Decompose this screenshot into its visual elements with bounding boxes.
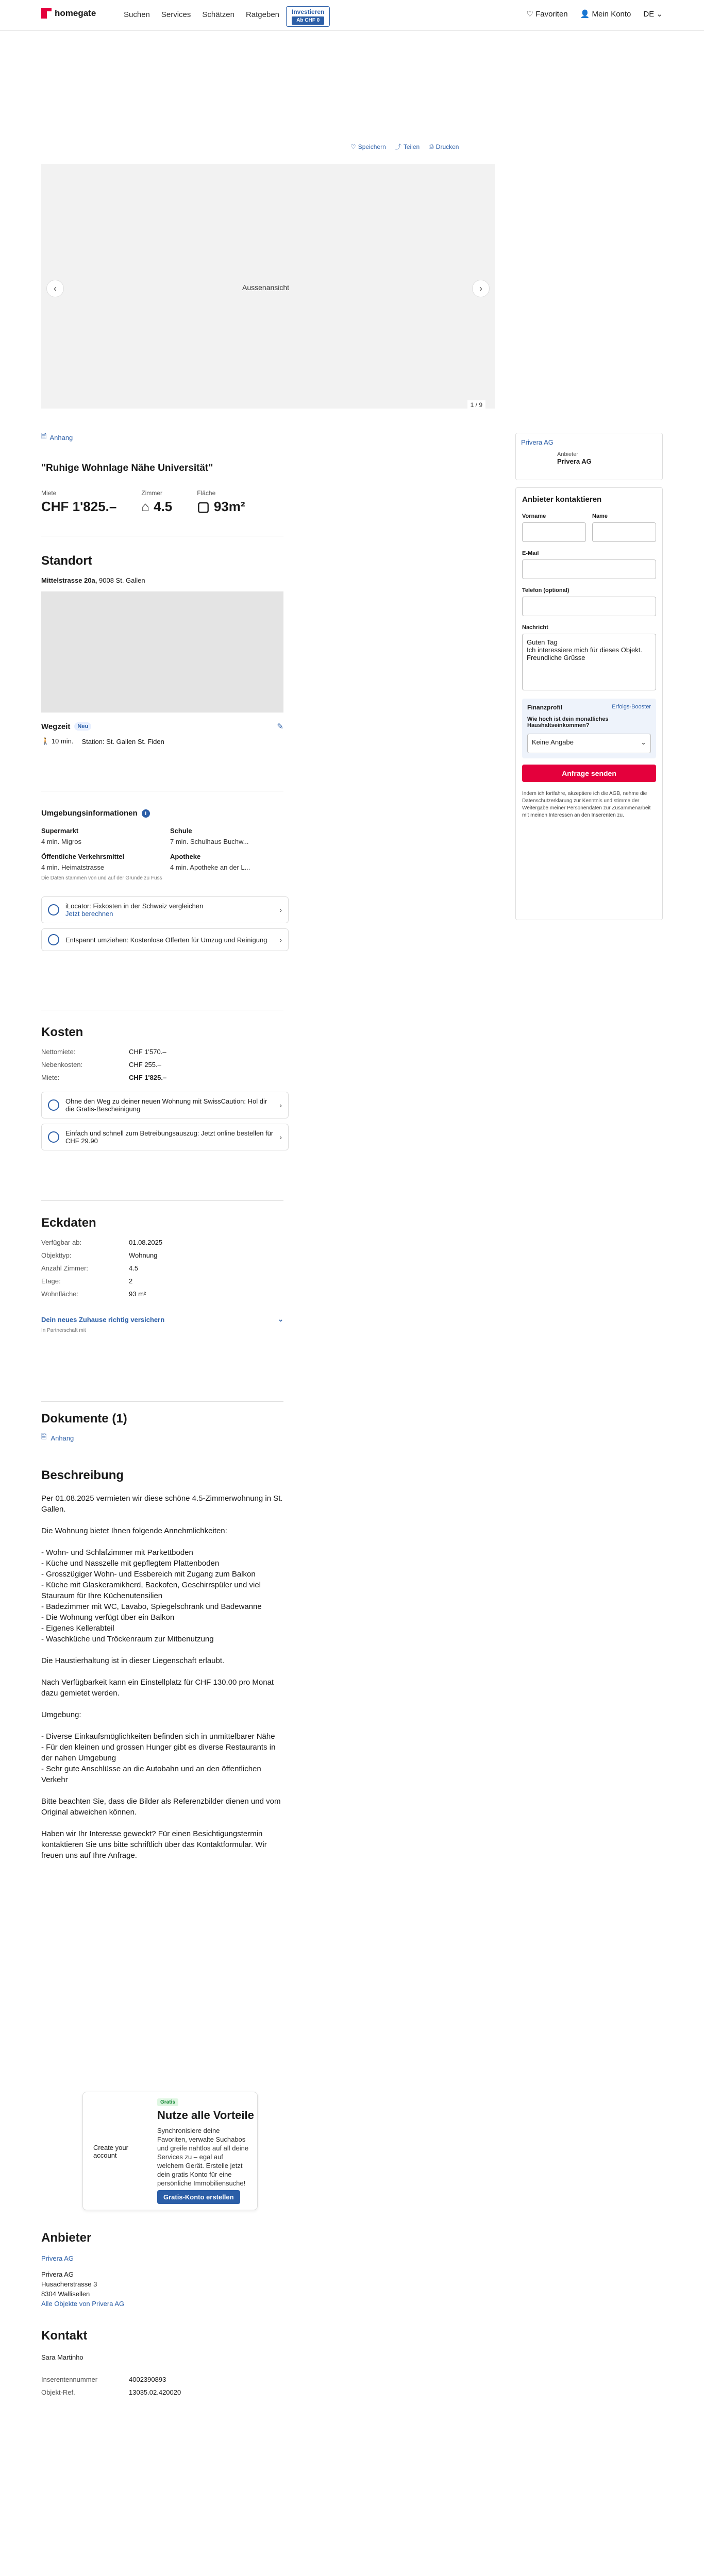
attachment-link[interactable]: 🗎 Anhang bbox=[41, 432, 73, 443]
description-paragraph: Die Haustierhaltung ist in dieser Liegenschaft erlaubt. bbox=[41, 1656, 225, 1665]
edit-icon[interactable]: ✎ bbox=[277, 722, 283, 731]
promo-icon bbox=[48, 1131, 59, 1143]
contact-value: 13035.02.420020 bbox=[129, 2388, 181, 2396]
promo-icon bbox=[48, 1099, 59, 1111]
agent-box: Privera AG Anbieter Privera AG bbox=[515, 433, 663, 480]
finance-profile: Finanzprofil Erfolgs-Booster Wie hoch ist dein monatliches Haushaltseinkommen? Keine Angabe ⌄ bbox=[522, 699, 656, 758]
agent-name: Privera AG bbox=[557, 457, 592, 465]
agent-logo[interactable]: Privera AG bbox=[521, 438, 554, 446]
nav-search[interactable]: Suchen bbox=[124, 10, 150, 19]
print-button[interactable]: ⎙ Drucken bbox=[429, 143, 459, 150]
site-header bbox=[0, 0, 704, 31]
env-value: 4 min. Heimatstrasse bbox=[41, 863, 105, 871]
location-map[interactable] bbox=[41, 591, 283, 713]
nav-advice[interactable]: Ratgeben bbox=[245, 10, 280, 19]
description-paragraph: Per 01.08.2025 vermieten wir diese schöne 4.5-Zimmerwohnung in St. Gallen. bbox=[41, 1494, 283, 1514]
environment-section bbox=[41, 809, 289, 951]
invest-badge: Ab CHF 0 bbox=[292, 16, 324, 25]
chevron-right-icon: › bbox=[279, 1101, 282, 1109]
provider-logo[interactable]: Privera AG bbox=[41, 2255, 74, 2262]
create-account-button[interactable]: Gratis-Konto erstellen bbox=[157, 2190, 240, 2204]
env-value: 4 min. Migros bbox=[41, 838, 82, 845]
contact-heading: Kontakt bbox=[41, 2329, 88, 2343]
info-icon[interactable]: i bbox=[142, 809, 150, 818]
chevron-right-icon: › bbox=[279, 936, 282, 944]
gallery-next-button[interactable]: › bbox=[472, 280, 490, 297]
provider-street: Husacherstrasse 3 bbox=[41, 2280, 97, 2288]
description-paragraph: Umgebung: bbox=[41, 1710, 81, 1719]
rent-value: CHF 1'825.– bbox=[41, 499, 117, 514]
detail-key: Etage: bbox=[41, 1277, 61, 1285]
env-value: 4 min. Apotheke an der L... bbox=[170, 863, 250, 871]
homegate-logo[interactable]: homegate bbox=[41, 8, 96, 19]
rooms-label: Zimmer bbox=[141, 489, 163, 497]
description-paragraph: - Diverse Einkaufsmöglichkeiten befinden sich in unmittelbarer Nähe - Für den kleinen und grossen Hunger gibt es diverse Restaurants in der nahen Umgebung - Sehr gute Anschlüsse an die Autobahn und an den öffentlichen Verkehr bbox=[41, 1732, 276, 1784]
rooms-value: 4.5 bbox=[154, 499, 173, 514]
env-title: Öffentliche Verkehrsmittel bbox=[41, 853, 125, 860]
street: Mittelstrasse 20a, bbox=[41, 577, 97, 584]
area-icon: ▢ bbox=[197, 499, 210, 514]
phone-field[interactable] bbox=[522, 597, 656, 616]
key-facts bbox=[41, 489, 245, 515]
divider bbox=[41, 1200, 283, 1201]
contact-key: Inserentennummer bbox=[41, 2376, 98, 2383]
description-heading: Beschreibung bbox=[41, 1468, 124, 1482]
last-name-field[interactable] bbox=[592, 522, 656, 542]
env-value: 7 min. Schulhaus Buchw... bbox=[170, 838, 249, 845]
walk-time: 🚶 10 min. bbox=[41, 737, 74, 745]
cost-key: Nebenkosten: bbox=[41, 1061, 83, 1069]
contact-section bbox=[41, 2329, 289, 2396]
legal-note: Indem ich fortfahre, akzeptiere ich die AGB, nehme die Datenschutzerklärung zur Kenntnis und stimme der Weitergabe meiner Personendaten zur Zusammenarbeit mit meinen Interessen an den Inserenten zu. bbox=[522, 791, 651, 818]
income-select[interactable]: Keine Angabe ⌄ bbox=[527, 734, 651, 753]
description-paragraph: - Wohn- und Schlafzimmer mit Parkettboden - Küche und Nasszelle mit gepflegtem Plattenboden - Grosszügiger Wohn- und Essbereich mit Zugang zum Balkon - Küche mit Glaskeramikherd, Backofen, Geschirrspüler und viel Stauraum für Ihre Küchenutensilien - Badezimmer mit WC, Lavabo, Spiegelschrank und Badewanne - Die Wohnung verfügt über ein Balkon - Eigenes Kellerabteil - Waschküche und Tröckenraum zur Mitbenutzung bbox=[41, 1548, 262, 1643]
detail-key: Anzahl Zimmer: bbox=[41, 1264, 89, 1272]
moving-promo[interactable]: Entspannt umziehen: Kostenlose Offerten für Umzug und Reinigung › bbox=[41, 928, 289, 951]
save-button[interactable]: ♡ Speichern bbox=[350, 143, 386, 150]
send-request-button[interactable]: Anfrage senden bbox=[522, 765, 656, 782]
ilocator-promo[interactable]: iLocator: Fixkosten in der Schweiz vergleichen Jetzt berechnen › bbox=[41, 896, 289, 923]
detail-value: Wohnung bbox=[129, 1251, 158, 1259]
cost-key: Nettomiete: bbox=[41, 1048, 76, 1056]
document-link[interactable]: 🗎 Anhang bbox=[41, 1432, 289, 1444]
email-field[interactable] bbox=[522, 560, 656, 579]
details-section bbox=[41, 1216, 289, 1333]
description-paragraph: Nach Verfügbarkeit kann ein Einstellplatz für CHF 130.00 pro Monat dazu gemietet werden. bbox=[41, 1678, 274, 1698]
detail-value: 4.5 bbox=[129, 1264, 139, 1272]
heart-icon: ♡ bbox=[350, 143, 356, 150]
env-title: Supermarkt bbox=[41, 827, 79, 835]
account-illustration: Create your account bbox=[93, 2144, 128, 2159]
chevron-down-icon: ⌄ bbox=[278, 1315, 283, 1323]
detail-key: Objekttyp: bbox=[41, 1251, 72, 1259]
cost-value: CHF 1'825.– bbox=[129, 1074, 167, 1081]
area-label: Fläche bbox=[197, 489, 216, 497]
commute-label: Wegzeit bbox=[41, 722, 71, 731]
cost-key: Miete: bbox=[41, 1074, 60, 1081]
first-name-field[interactable] bbox=[522, 522, 586, 542]
nav-services[interactable]: Services bbox=[161, 10, 191, 19]
description-section bbox=[41, 1468, 289, 1872]
divider bbox=[41, 1401, 283, 1402]
detail-value: 01.08.2025 bbox=[129, 1239, 163, 1246]
env-title: Schule bbox=[170, 827, 192, 835]
contact-form: Anbieter kontaktieren Vorname Name E-Mail Telefon (optional) Nachricht Guten Tag Ich interessiere mich für dieses Objekt. Freundliche Grüsse Finanzprofil Erfolgs-Booster Wie hoch ist dein monatliches Haushaltseinkommen? Keine Angabe ⌄ Anfrage senden Indem ich fortfahre, akzeptiere ich die AGB, nehme die Datenschutzerklärung zur Kenntnis und stimme der Weitergabe meiner Personendaten zur Zusammenarbeit mit meinen Interessen an den Inserenten zu. bbox=[515, 487, 663, 920]
new-badge: Neu bbox=[74, 722, 91, 731]
city: 9008 St. Gallen bbox=[97, 577, 145, 584]
message-field[interactable]: Guten Tag Ich interessiere mich für dieses Objekt. Freundliche Grüsse bbox=[522, 634, 656, 690]
chevron-down-icon: ⌄ bbox=[641, 738, 646, 746]
contact-key: Objekt-Ref. bbox=[41, 2388, 75, 2396]
cost-value: CHF 1'570.– bbox=[129, 1048, 166, 1056]
print-icon: ⎙ bbox=[429, 143, 434, 150]
gallery-prev-button[interactable]: ‹ bbox=[46, 280, 64, 297]
partner-note: In Partnerschaft mit bbox=[41, 1328, 86, 1333]
signup-title: Nutze alle Vorteile bbox=[157, 2109, 254, 2122]
provider-all-link[interactable]: Alle Objekte von Privera AG bbox=[41, 2300, 125, 2308]
sidebar bbox=[515, 433, 663, 920]
listing-title: "Ruhige Wohnlage Nähe Universität" bbox=[41, 463, 213, 473]
insurance-expander[interactable]: Dein neues Zuhause richtig versichern ⌄ bbox=[41, 1315, 283, 1324]
rent-label: Miete bbox=[41, 489, 57, 497]
detail-value: 2 bbox=[129, 1277, 133, 1285]
image-gallery[interactable] bbox=[41, 164, 495, 409]
station: Station: St. Gallen St. Fiden bbox=[81, 737, 164, 745]
description-paragraph: Bitte beachten Sie, dass die Bilder als Referenzbilder dienen und vom Original abweichen können. bbox=[41, 1797, 281, 1817]
main-nav bbox=[124, 10, 279, 19]
account-link[interactable]: 👤 Mein Konto bbox=[580, 10, 631, 19]
contact-value: 4002390893 bbox=[129, 2376, 166, 2383]
documents-heading: Dokumente (1) bbox=[41, 1412, 127, 1426]
invest-button[interactable]: Investieren Ab CHF 0 bbox=[286, 6, 330, 27]
listing-actions bbox=[350, 142, 459, 151]
form-title: Anbieter kontaktieren bbox=[522, 495, 602, 504]
description-paragraph: Die Wohnung bietet Ihnen folgende Annehmlichkeiten: bbox=[41, 1527, 227, 1535]
share-icon: ⤴ bbox=[395, 143, 401, 150]
free-badge: Gratis bbox=[157, 2098, 178, 2106]
details-heading: Eckdaten bbox=[41, 1216, 96, 1230]
location-heading: Standort bbox=[41, 554, 92, 568]
swisscaution-promo[interactable]: Ohne den Weg zu deiner neuen Wohnung mit SwissCaution: Hol dir die Gratis-Bescheinigung › bbox=[41, 1092, 289, 1118]
language-select[interactable]: DE ⌄ bbox=[643, 10, 663, 19]
description-paragraph: Haben wir Ihr Interesse geweckt? Für einen Besichtigungstermin kontaktieren Sie uns bitte schriftlich über das Kontaktformular. Wir freuen uns auf Ihre Anfrage. bbox=[41, 1829, 267, 1860]
chevron-right-icon: › bbox=[279, 906, 282, 914]
promo-link[interactable]: Jetzt berechnen bbox=[65, 910, 113, 918]
document-icon: 🗎 bbox=[41, 1433, 47, 1440]
detail-value: 93 m² bbox=[129, 1290, 146, 1298]
detail-key: Verfügbar ab: bbox=[41, 1239, 82, 1246]
provider-heading: Anbieter bbox=[41, 2231, 92, 2245]
chevron-right-icon: › bbox=[279, 1133, 282, 1141]
gallery-image-alt: Aussenansicht bbox=[242, 283, 290, 292]
document-icon: 🗎 bbox=[41, 432, 47, 440]
contact-person: Sara Martinho bbox=[41, 2353, 83, 2361]
provider-city: 8304 Wallisellen bbox=[41, 2290, 90, 2298]
environment-heading: Umgebungsinformationen bbox=[41, 809, 138, 818]
provider-section bbox=[41, 2231, 289, 2309]
env-note: Die Daten stammen von und auf der Grunde zu Fuss bbox=[41, 875, 162, 881]
signup-text: Synchronisiere deine Favoriten, verwalte Suchabos und greife nahtlos auf all deine Services zu – egal auf welchem Gerät. Erstelle jetzt dein gratis Konto für eine persönliche Immobiliensuche! bbox=[157, 2127, 249, 2187]
area-value: 93m² bbox=[213, 499, 245, 514]
debt-extract-promo[interactable]: Einfach und schnell zum Betreibungsauszug: Jetzt online bestellen für CHF 29.90 › bbox=[41, 1124, 289, 1150]
signup-card bbox=[82, 2092, 258, 2210]
promo-icon bbox=[48, 904, 59, 916]
provider-name: Privera AG bbox=[41, 2270, 74, 2278]
cost-value: CHF 255.– bbox=[129, 1061, 161, 1069]
nav-estimate[interactable]: Schätzen bbox=[202, 10, 234, 19]
promo-icon bbox=[48, 934, 59, 945]
detail-key: Wohnfläche: bbox=[41, 1290, 79, 1298]
gallery-counter: 1 / 9 bbox=[467, 400, 485, 410]
booster-link[interactable]: Erfolgs-Booster bbox=[612, 704, 651, 710]
rooms-icon: ⌂ bbox=[141, 499, 150, 514]
location-section bbox=[41, 554, 289, 745]
costs-heading: Kosten bbox=[41, 1025, 83, 1039]
logo-icon bbox=[41, 8, 52, 19]
costs-section bbox=[41, 1025, 289, 1150]
env-title: Apotheke bbox=[170, 853, 201, 860]
documents-section bbox=[41, 1412, 289, 1444]
share-button[interactable]: ⤴ Teilen bbox=[395, 143, 420, 150]
favorites-link[interactable]: ♡ Favoriten bbox=[526, 10, 568, 19]
